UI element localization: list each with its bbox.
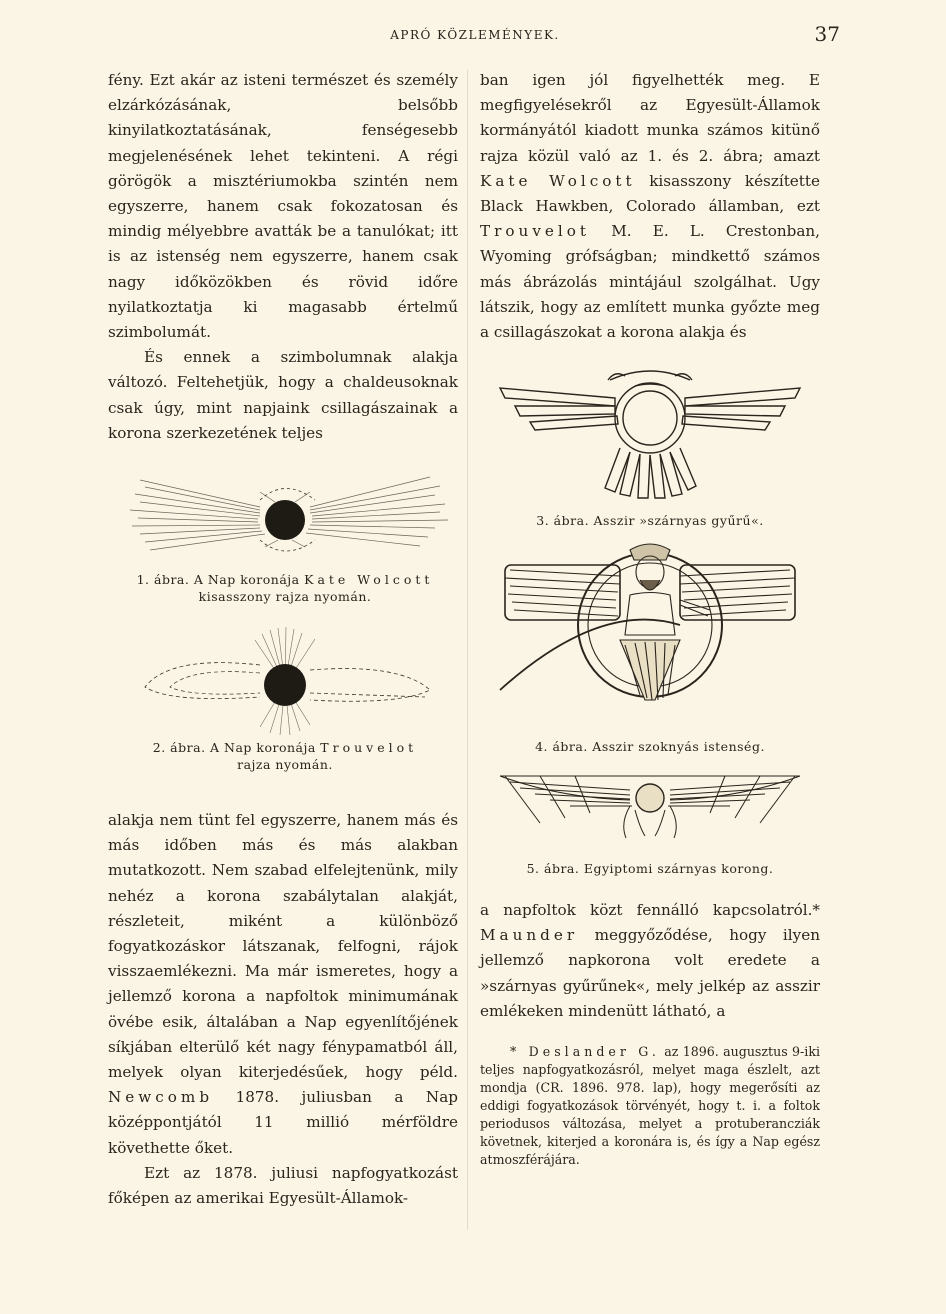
figure-4 [480,540,820,755]
paragraph-text: ban igen jól figyelhették meg. E megfigyelésekről az Egyesült-Államok kormányától kiadott munka számos kitünő rajza közül való az 1. és 2. ábra; amazt [480,71,820,165]
footnote-text: az 1896. augusztus 9-iki teljes napfogyatkozásról, melyet maga észlelt, azt mondja (CR. 1896. 978. lap), hogy megerősíti az eddigi fogyatkozások törvényét, hogy t. i. a foltok periodusos változása, melyet a protuberancziák követnek, kiterjed a koronára is, és így a Nap egész atmoszférájára. [480,1044,820,1167]
paragraph [108,808,458,1161]
assyrian-winged-ring-drawing [480,358,820,508]
figure-1-caption [110,571,460,605]
left-column-continued [108,808,458,1211]
egyptian-winged-disk-drawing [480,768,820,848]
left-column [108,68,458,446]
figure-5 [480,768,820,877]
column-rule [467,70,468,1230]
corona-wolcott-drawing [110,462,460,567]
paragraph [480,898,820,1024]
person-name: Maunder [480,926,579,945]
figure-1 [110,462,460,605]
paragraph-text: alakja nem tünt fel egyszerre, hanem más és más időben más és más alakban mutatkozott. Nem szabad elfelejtenünk, mily nehéz a korona szabálytalan alakját, részleteit, miként a különböző fogyatkozáskor látszanak, felfogni, rájok visszaemlékezni. Ma már ismeretes, hogy a jellemző korona a napfoltok minimumának övébe esik, általában a Nap egyenlítőjének síkjában elterülő két nagy fénypamatból áll, melyek olyan kiterjedésűek, hogy péld. [108,811,458,1082]
caption-text: 2. ábra. A Nap koronája [152,740,316,755]
figure-3 [480,358,820,529]
figure-2 [110,625,460,773]
page-number: 37 [814,22,840,46]
right-column-continued [480,898,820,1024]
person-name: Kate Wolcott [480,171,636,190]
paragraph-text: 1878. juliusban a Nap középpontjától 11 millió mérföldre követhette őket. [108,1088,458,1157]
paragraph [480,68,820,345]
caption-name: Kate Wolcott [304,572,434,587]
paragraph: Ezt az 1878. juliusi napfogyatkozást főképen az amerikai Egyesült-Államok- [108,1163,458,1208]
figure-3-caption: 3. ábra. Asszir »szárnyas gyűrű«. [536,513,764,528]
right-column [480,68,820,345]
paragraph: fény. Ezt akár az isteni természet és személy elzárkózásának, belsőbb kinyilatkoztatásának, fenségesebb megjelenésének lehet tekinteni. A régi görögök a misztériumokba szintén nem egyszerre, hanem csak fokozatosan és mindig mélyebbre avatták be a tanulókat; itt is az istenség nem egyszerre, hanem csak nagy időközökben és rövid időre nyilatkoztatja ki magasabb értelmű szimbolumát. [108,71,458,342]
paragraph: És ennek a szimbolumnak alakja változó. Feltehetjük, hogy a chaldeusoknak csak úgy, mint napjaink csillagászainak a korona szerkezetének teljes [108,348,458,442]
caption-text: 1. ábra. A Nap koronája [136,572,300,587]
footnote [480,1043,820,1169]
running-title: APRÓ KÖZLEMÉNYEK. [390,28,560,42]
caption-text: kisasszony rajza nyomán. [198,589,372,604]
paragraph-text: a napfoltok közt fennálló kapcsolatról.* [480,901,820,919]
person-name: Trouvelot [480,222,590,241]
paragraph-text: M. E. L. Crestonban, Wyoming grófságban; mindkettő számos más ábrázolás mintájául szolgálhat. Ugy látszik, hogy az említett munka győzte meg a csillagászokat a korona alakja és [480,222,821,342]
figure-2-caption [110,739,460,773]
paragraph-text: meggyőződése, hogy ilyen jellemző napkorona volt eredete a »szárnyas gyűrűnek«, mely jelkép az asszir emlékeken mindenütt látható, a [480,926,820,1020]
footnote-author: * Deslander G. [510,1044,660,1059]
figure-4-caption: 4. ábra. Asszir szoknyás istenség. [535,739,765,754]
caption-name: Trouvelot [320,740,418,755]
corona-trouvelot-drawing [110,625,460,735]
person-name: Newcomb [108,1088,214,1107]
paragraph-text: kisasszony készítette Black Hawkben, Colorado államban, ezt [480,171,820,216]
assyrian-deity-drawing [480,540,820,730]
figure-5-caption: 5. ábra. Egyiptomi szárnyas korong. [526,861,774,876]
footnote-paragraph [480,1043,820,1169]
caption-text: rajza nyomán. [237,757,333,772]
